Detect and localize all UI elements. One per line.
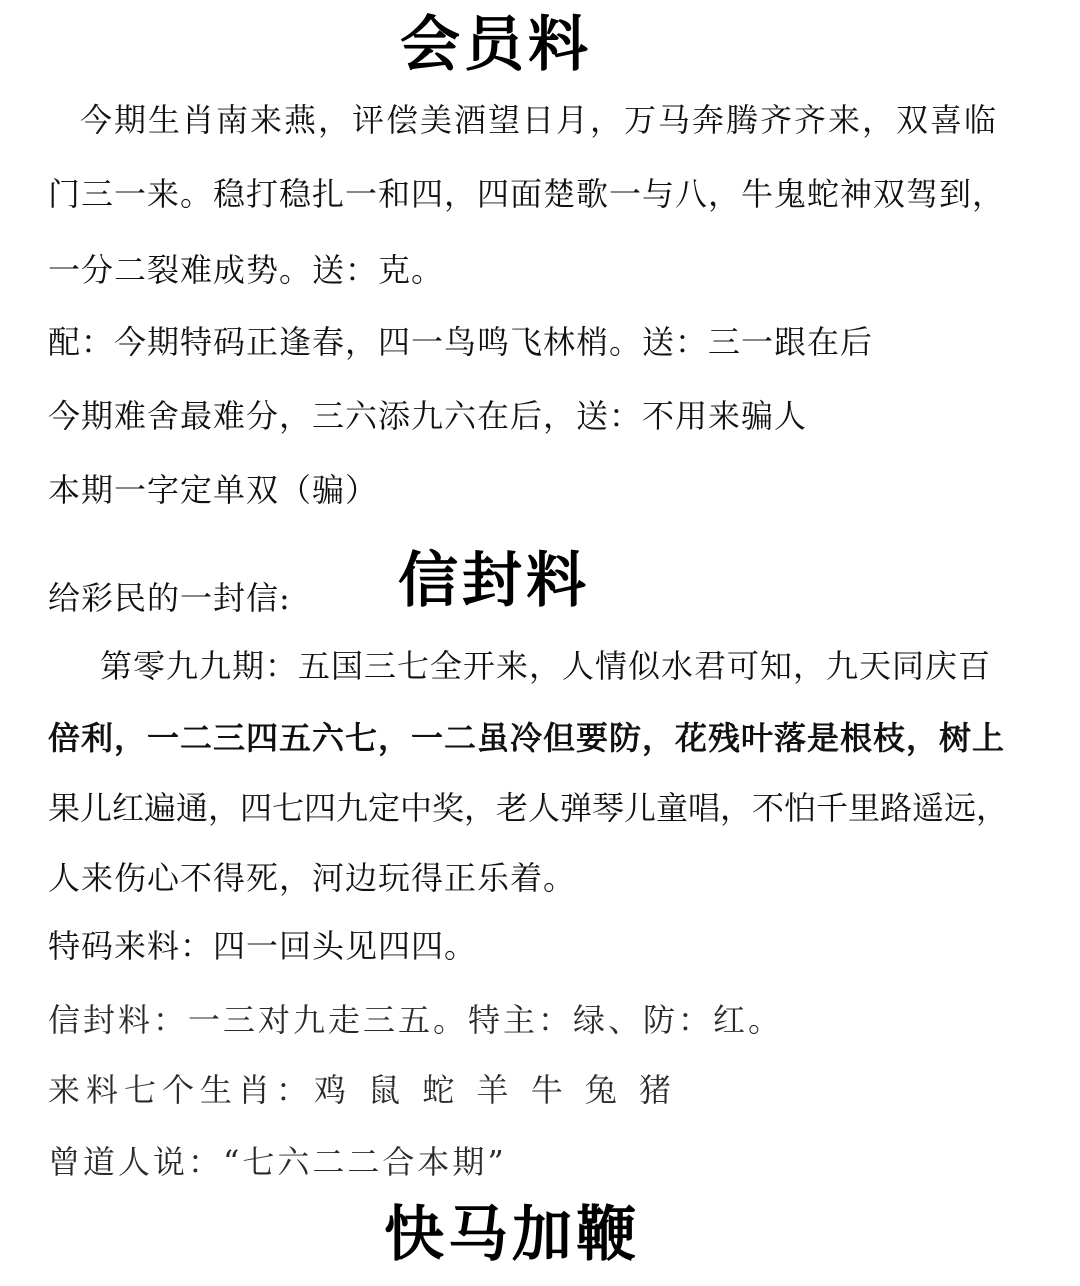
- text-line: 倍利，一二三四五六七，一二虽冷但要防，花残叶落是根枝，树上: [48, 719, 1006, 757]
- text-line: 今期生肖南来燕，评偿美酒望日月，万马奔腾齐齐来，双喜临: [80, 101, 999, 139]
- section-title-envelope: 信封料: [398, 546, 590, 616]
- section-title-member: 会员料: [400, 10, 592, 80]
- text-line: 第零九九期：五国三七全开来，人情似水君可知，九天同庆百: [100, 647, 992, 685]
- text-line: 一分二裂难成势。送：克。: [48, 251, 445, 289]
- text-line: 配：今期特码正逢春，四一鸟鸣飞林梢。送：三一跟在后: [48, 323, 874, 361]
- text-line: 来料七个生肖：鸡 鼠 蛇 羊 牛 兔 猪: [48, 1071, 678, 1109]
- text-line: 今期难舍最难分，三六添九六在后，送：不用来骗人: [48, 397, 808, 435]
- text-line: 曾道人说：“七六二二合本期”: [48, 1143, 507, 1181]
- text-line: 本期一字定单双（骗）: [48, 471, 379, 509]
- letter-intro: 给彩民的一封信:: [48, 579, 291, 617]
- text-line: 果儿红遍通，四七四九定中奖，老人弹琴儿童唱，不怕千里路遥远，: [48, 789, 1009, 827]
- text-line: 信封料：一三对九走三五。特主：绿、防：红。: [48, 1001, 784, 1039]
- text-line: 人来伤心不得死，河边玩得正乐着。: [48, 859, 577, 897]
- section-title-fast-horse: 快马加鞭: [384, 1200, 640, 1270]
- text-line: 门三一来。稳打稳扎一和四，四面楚歌一与八，牛鬼蛇神双驾到，: [48, 175, 1006, 213]
- text-line: 特码来料：四一回头见四四。: [48, 927, 478, 965]
